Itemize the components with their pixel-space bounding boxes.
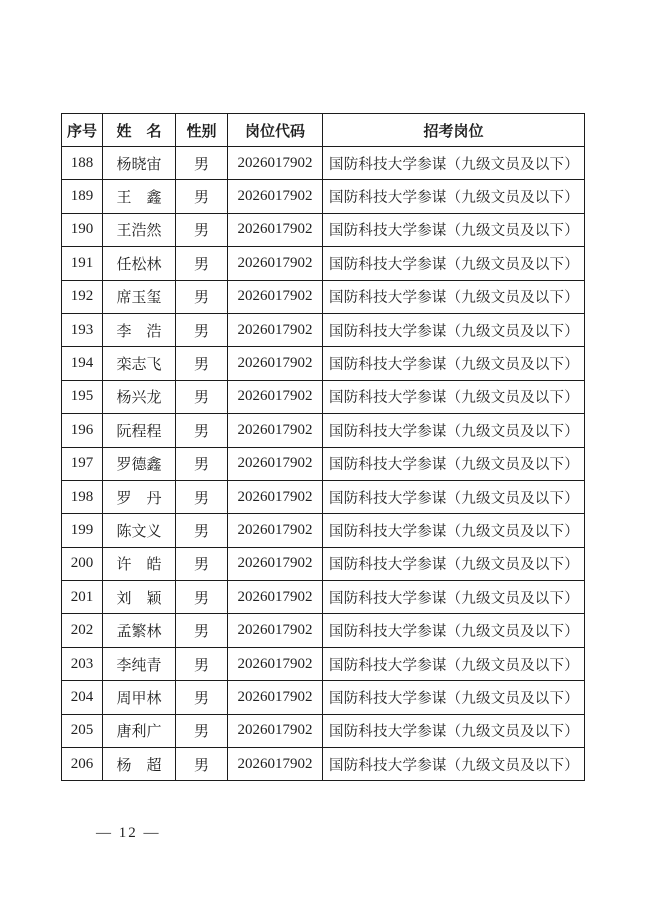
page-number: — 12 — bbox=[96, 825, 161, 841]
header-name: 姓 名 bbox=[103, 114, 176, 147]
header-code: 岗位代码 bbox=[228, 114, 323, 147]
cell-code: 2026017902 bbox=[228, 347, 323, 380]
header-gender: 性别 bbox=[176, 114, 228, 147]
cell-gender: 男 bbox=[176, 514, 228, 547]
cell-position: 国防科技大学参谋（九级文员及以下） bbox=[323, 514, 585, 547]
cell-serial: 197 bbox=[62, 447, 103, 480]
cell-code: 2026017902 bbox=[228, 280, 323, 313]
cell-serial: 199 bbox=[62, 514, 103, 547]
table-row bbox=[62, 247, 585, 280]
cell-serial: 189 bbox=[62, 180, 103, 213]
cell-position: 国防科技大学参谋（九级文员及以下） bbox=[323, 213, 585, 246]
cell-position: 国防科技大学参谋（九级文员及以下） bbox=[323, 147, 585, 180]
table-row bbox=[62, 313, 585, 346]
cell-position: 国防科技大学参谋（九级文员及以下） bbox=[323, 480, 585, 513]
cell-name: 杨 超 bbox=[103, 748, 176, 781]
cell-serial: 194 bbox=[62, 347, 103, 380]
cell-code: 2026017902 bbox=[228, 313, 323, 346]
cell-name: 杨兴龙 bbox=[103, 380, 176, 413]
cell-position: 国防科技大学参谋（九级文员及以下） bbox=[323, 447, 585, 480]
table-row bbox=[62, 614, 585, 647]
cell-serial: 202 bbox=[62, 614, 103, 647]
cell-code: 2026017902 bbox=[228, 614, 323, 647]
cell-gender: 男 bbox=[176, 313, 228, 346]
cell-gender: 男 bbox=[176, 280, 228, 313]
cell-code: 2026017902 bbox=[228, 447, 323, 480]
cell-name: 刘 颖 bbox=[103, 581, 176, 614]
cell-gender: 男 bbox=[176, 180, 228, 213]
cell-serial: 190 bbox=[62, 213, 103, 246]
table-row bbox=[62, 514, 585, 547]
cell-name: 王浩然 bbox=[103, 213, 176, 246]
table-row bbox=[62, 480, 585, 513]
cell-name: 李 浩 bbox=[103, 313, 176, 346]
cell-name: 周甲林 bbox=[103, 681, 176, 714]
cell-position: 国防科技大学参谋（九级文员及以下） bbox=[323, 347, 585, 380]
cell-position: 国防科技大学参谋（九级文员及以下） bbox=[323, 681, 585, 714]
cell-position: 国防科技大学参谋（九级文员及以下） bbox=[323, 647, 585, 680]
table-row bbox=[62, 280, 585, 313]
cell-name: 陈文义 bbox=[103, 514, 176, 547]
cell-gender: 男 bbox=[176, 147, 228, 180]
cell-serial: 205 bbox=[62, 714, 103, 747]
cell-gender: 男 bbox=[176, 714, 228, 747]
cell-code: 2026017902 bbox=[228, 180, 323, 213]
cell-code: 2026017902 bbox=[228, 547, 323, 580]
cell-name: 许 皓 bbox=[103, 547, 176, 580]
cell-name: 孟繁林 bbox=[103, 614, 176, 647]
cell-serial: 200 bbox=[62, 547, 103, 580]
cell-gender: 男 bbox=[176, 247, 228, 280]
cell-name: 唐利广 bbox=[103, 714, 176, 747]
roster-table bbox=[61, 113, 585, 781]
cell-name: 栾志飞 bbox=[103, 347, 176, 380]
cell-name: 阮程程 bbox=[103, 414, 176, 447]
cell-gender: 男 bbox=[176, 213, 228, 246]
cell-serial: 192 bbox=[62, 280, 103, 313]
table-row bbox=[62, 581, 585, 614]
cell-code: 2026017902 bbox=[228, 714, 323, 747]
table-row bbox=[62, 447, 585, 480]
cell-serial: 191 bbox=[62, 247, 103, 280]
cell-position: 国防科技大学参谋（九级文员及以下） bbox=[323, 313, 585, 346]
table-row bbox=[62, 748, 585, 781]
table-row bbox=[62, 714, 585, 747]
cell-serial: 195 bbox=[62, 380, 103, 413]
cell-code: 2026017902 bbox=[228, 380, 323, 413]
cell-serial: 188 bbox=[62, 147, 103, 180]
cell-code: 2026017902 bbox=[228, 514, 323, 547]
cell-serial: 198 bbox=[62, 480, 103, 513]
header-position: 招考岗位 bbox=[323, 114, 585, 147]
table-row bbox=[62, 647, 585, 680]
cell-code: 2026017902 bbox=[228, 480, 323, 513]
cell-name: 李纯青 bbox=[103, 647, 176, 680]
table-row bbox=[62, 213, 585, 246]
cell-position: 国防科技大学参谋（九级文员及以下） bbox=[323, 547, 585, 580]
cell-position: 国防科技大学参谋（九级文员及以下） bbox=[323, 414, 585, 447]
cell-name: 杨晓宙 bbox=[103, 147, 176, 180]
cell-gender: 男 bbox=[176, 380, 228, 413]
cell-position: 国防科技大学参谋（九级文员及以下） bbox=[323, 614, 585, 647]
cell-gender: 男 bbox=[176, 447, 228, 480]
cell-serial: 193 bbox=[62, 313, 103, 346]
cell-serial: 206 bbox=[62, 748, 103, 781]
cell-code: 2026017902 bbox=[228, 581, 323, 614]
table-row bbox=[62, 380, 585, 413]
cell-position: 国防科技大学参谋（九级文员及以下） bbox=[323, 280, 585, 313]
cell-code: 2026017902 bbox=[228, 748, 323, 781]
cell-gender: 男 bbox=[176, 414, 228, 447]
cell-position: 国防科技大学参谋（九级文员及以下） bbox=[323, 581, 585, 614]
cell-code: 2026017902 bbox=[228, 213, 323, 246]
cell-code: 2026017902 bbox=[228, 247, 323, 280]
cell-position: 国防科技大学参谋（九级文员及以下） bbox=[323, 180, 585, 213]
cell-gender: 男 bbox=[176, 614, 228, 647]
header-serial: 序号 bbox=[62, 114, 103, 147]
cell-name: 任松林 bbox=[103, 247, 176, 280]
cell-name: 席玉玺 bbox=[103, 280, 176, 313]
cell-position: 国防科技大学参谋（九级文员及以下） bbox=[323, 748, 585, 781]
table-row bbox=[62, 347, 585, 380]
cell-serial: 201 bbox=[62, 581, 103, 614]
cell-position: 国防科技大学参谋（九级文员及以下） bbox=[323, 714, 585, 747]
cell-code: 2026017902 bbox=[228, 681, 323, 714]
cell-gender: 男 bbox=[176, 681, 228, 714]
cell-gender: 男 bbox=[176, 480, 228, 513]
cell-gender: 男 bbox=[176, 347, 228, 380]
cell-gender: 男 bbox=[176, 748, 228, 781]
table-row bbox=[62, 147, 585, 180]
cell-code: 2026017902 bbox=[228, 414, 323, 447]
cell-code: 2026017902 bbox=[228, 647, 323, 680]
cell-serial: 196 bbox=[62, 414, 103, 447]
header-row bbox=[62, 114, 585, 147]
cell-gender: 男 bbox=[176, 581, 228, 614]
table-row bbox=[62, 414, 585, 447]
cell-gender: 男 bbox=[176, 647, 228, 680]
cell-name: 王 鑫 bbox=[103, 180, 176, 213]
cell-position: 国防科技大学参谋（九级文员及以下） bbox=[323, 380, 585, 413]
cell-serial: 204 bbox=[62, 681, 103, 714]
table-row bbox=[62, 681, 585, 714]
cell-name: 罗 丹 bbox=[103, 480, 176, 513]
cell-position: 国防科技大学参谋（九级文员及以下） bbox=[323, 247, 585, 280]
cell-name: 罗德鑫 bbox=[103, 447, 176, 480]
cell-serial: 203 bbox=[62, 647, 103, 680]
table-row bbox=[62, 180, 585, 213]
table-row bbox=[62, 547, 585, 580]
cell-code: 2026017902 bbox=[228, 147, 323, 180]
cell-gender: 男 bbox=[176, 547, 228, 580]
